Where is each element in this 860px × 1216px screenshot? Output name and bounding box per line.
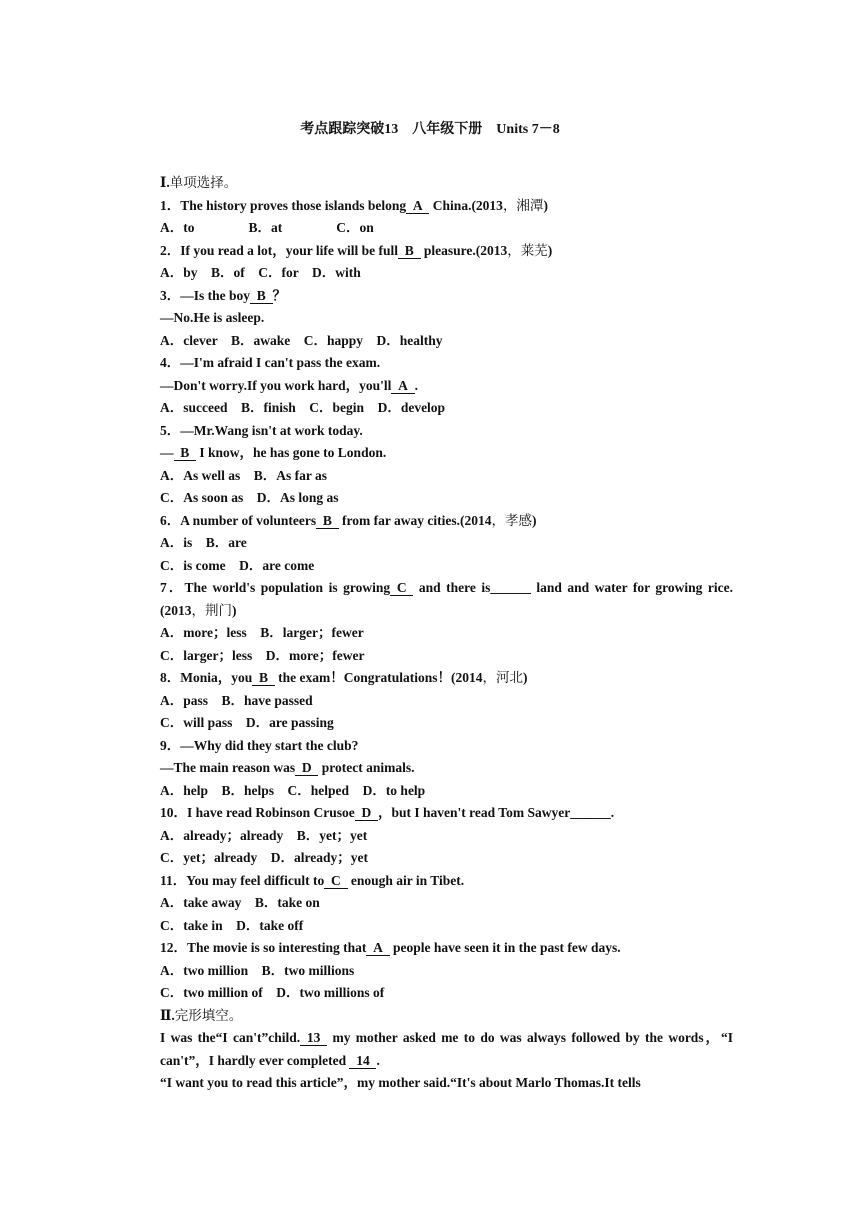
text-line-q10: 10．I have read Robinson Crusoe D ，but I haven't read Tom Sawyer______.: [130, 802, 733, 825]
text-line-q3o: A．clever B．awake C．happy D．healthy: [160, 332, 443, 348]
empty-blank: ______: [490, 580, 531, 595]
text-line-q6: 6．A number of volunteers B from far away cities.(2014，孝感): [160, 512, 537, 529]
document-body: [130, 172, 733, 1095]
answer-blank: B: [252, 670, 275, 685]
answer-blank: 14: [349, 1052, 377, 1068]
answer-blank: D: [354, 805, 379, 820]
answer-blank: B: [173, 445, 197, 460]
answer-blank: C: [324, 872, 348, 888]
answer-blank: D: [295, 760, 319, 775]
text-line-q7o1: A．more；less B．larger；fewer: [160, 625, 364, 640]
text-line-q6o1: A．is B．are: [160, 535, 247, 550]
text-line-q9b: —The main reason was D protect animals.: [160, 760, 415, 775]
text-line-q9o: A．help B．helps C．helped D．to help: [160, 782, 426, 798]
text-line-q2o: A．by B．of C．for D．with: [160, 265, 361, 280]
text-line-s2: Ⅱ.完形填空。: [160, 1007, 243, 1024]
answer-blank: 13: [300, 1030, 328, 1045]
text-line-q5: 5．—Mr.Wang isn't at work today.: [160, 422, 363, 438]
text-line-q8: 8．Monia，you B the exam！Congratulations！(2014，河北): [160, 670, 528, 686]
text-line-q3b: —No.He is asleep.: [160, 310, 265, 325]
text-line-q11o1: A．take away B．take on: [160, 895, 320, 910]
text-line-p2: “I want you to read this article”，my mother said.“It's about Marlo Thomas.It tells: [160, 1075, 641, 1090]
text-line-q4o: A．succeed B．finish C．begin D．develop: [160, 400, 446, 415]
answer-blank: A: [406, 197, 430, 213]
answer-blank: C: [390, 580, 414, 595]
page-title: 考点跟踪突破13 八年级下册 Units 7－8: [300, 122, 560, 137]
text-line-q3: 3．—Is the boy B ？: [160, 287, 287, 303]
answer-blank: B: [316, 512, 339, 528]
text-line-q10o1: A．already；already B．yet；yet: [160, 827, 368, 843]
text-line-q7: 7．The world's population is growing C and there is______ land and water for growing rice.(2013，荆门): [130, 577, 733, 622]
text-line-q11o2: C．take in D．take off: [160, 917, 304, 933]
answer-blank: A: [366, 940, 390, 955]
text-line-q12o2: C．two million of D．two millions of: [160, 985, 385, 1000]
text-line-q12: 12．The movie is so interesting that A people have seen it in the past few days.: [160, 940, 621, 955]
text-line-p1: I was the“I can't”child. 13 my mother asked me to do was always followed by the words，“I can't”，I hardly ever completed 14 .: [160, 1030, 734, 1068]
text-line-q1o: A．to B．at C．on: [160, 220, 374, 235]
text-line-q9: 9．—Why did they start the club?: [160, 737, 359, 753]
text-line-q4b: —Don't worry.If you work hard，you'll A .: [160, 377, 419, 393]
text-line-q5o2: C．As soon as D．As long as: [160, 490, 339, 505]
text-line-q8o2: C．will pass D．are passing: [160, 715, 334, 730]
answer-blank: B: [250, 287, 273, 303]
empty-blank: ______: [570, 805, 611, 820]
answer-blank: B: [398, 242, 421, 258]
text-line-q10o2: C．yet；already D．already；yet: [160, 850, 368, 865]
text-line-q12o1: A．two million B．two millions: [160, 962, 355, 978]
answer-blank: A: [391, 377, 415, 393]
text-line-q8o1: A．pass B．have passed: [160, 692, 313, 708]
text-line-q1: 1．The history proves those islands belong A China.(2013，湘潭): [160, 197, 548, 214]
text-line-q5b: — B I know，he has gone to London.: [160, 445, 387, 460]
text-line-q4: 4．—I'm afraid I can't pass the exam.: [160, 355, 381, 370]
text-line-s1: Ⅰ.单项选择。: [160, 175, 238, 191]
text-line-q11: 11．You may feel difficult to C enough air in Tibet.: [160, 872, 465, 888]
text-line-q6o2: C．is come D．are come: [160, 557, 315, 573]
text-line-q2: 2．If you read a lot，your life will be full B pleasure.(2013，莱芜): [160, 242, 553, 259]
text-line-q5o1: A．As well as B．As far as: [160, 467, 328, 483]
text-line-q7o2: C．larger；less D．more；fewer: [160, 647, 365, 663]
